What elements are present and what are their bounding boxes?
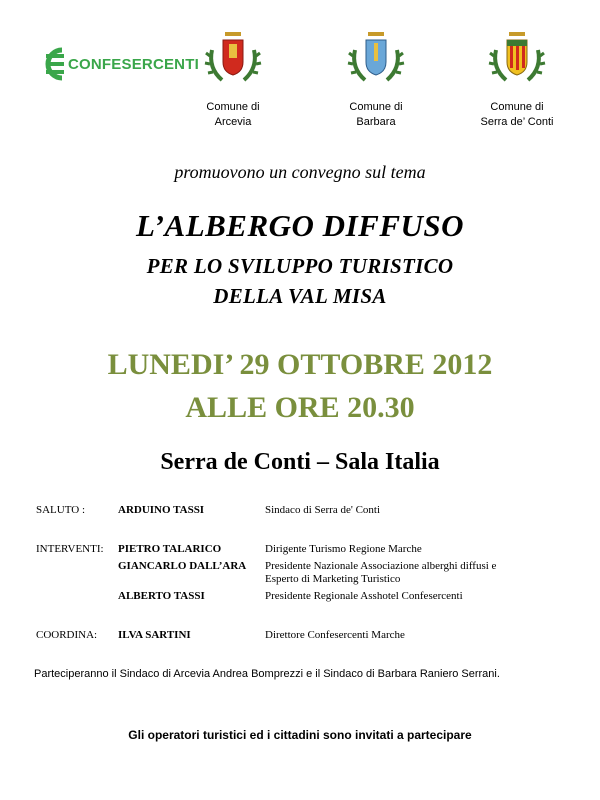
intervento-3-desc: Presidente Regionale Asshotel Confesercenti	[265, 590, 463, 602]
saluto-desc: Sindaco di Serra de' Conti	[265, 504, 381, 516]
title-line-2: PER LO SVILUPPO TURISTICO	[146, 254, 454, 278]
coordina-role: COORDINA:	[36, 629, 98, 641]
intervento-2-desc-line1: Presidente Nazionale Associazione alberghi diffusi e	[265, 560, 497, 572]
intervento-3-name: ALBERTO TASSI	[118, 590, 205, 602]
interventi-role: INTERVENTI:	[36, 543, 104, 555]
event-time: ALLE ORE 20.30	[185, 391, 415, 424]
comune-arcevia-line1: Comune di	[206, 101, 260, 113]
comune-serra-line1: Comune di	[490, 101, 544, 113]
barbara-crest-icon	[347, 28, 405, 88]
invitation-text: Gli operatori turistici ed i cittadini sono invitati a partecipare	[128, 728, 472, 742]
event-date: LUNEDI’ 29 OTTOBRE 2012	[107, 348, 493, 381]
comune-arcevia-line2: Arcevia	[214, 116, 252, 128]
arcevia-crest-icon	[204, 28, 262, 88]
intervento-2-desc-line2: Esperto di Marketing Turistico	[265, 573, 401, 585]
saluto-role: SALUTO :	[36, 504, 85, 516]
comune-barbara-line2: Barbara	[356, 116, 396, 128]
title-line-1: L’ALBERGO DIFFUSO	[135, 208, 465, 243]
comune-serra-line2: Serra de’ Conti	[480, 116, 554, 128]
coordina-name: ILVA SARTINI	[118, 629, 191, 641]
confesercenti-logo	[40, 44, 199, 84]
saluto-name: ARDUINO TASSI	[118, 504, 205, 516]
serra-de-conti-crest-icon	[488, 28, 546, 88]
comune-barbara-block	[321, 28, 431, 130]
participants-note: Parteciperanno il Sindaco di Arcevia Andrea Bomprezzi e il Sindaco di Barbara Raniero Serrani.	[34, 668, 500, 680]
comune-barbara-line1: Comune di	[349, 101, 403, 113]
intervento-2-desc	[265, 560, 565, 586]
comune-arcevia-block	[178, 28, 288, 130]
confesercenti-emblem-icon	[40, 44, 66, 84]
confesercenti-logo-text: CONFESERCENTI	[68, 55, 199, 73]
comune-serra-block	[462, 28, 572, 130]
title-line-3: DELLA VAL MISA	[213, 284, 387, 308]
intro-text: promuovono un convegno sul tema	[174, 162, 426, 182]
coordina-desc: Direttore Confesercenti Marche	[265, 629, 405, 641]
intervento-2-name: GIANCARLO DALL’ARA	[118, 560, 247, 572]
event-location: Serra de Conti – Sala Italia	[160, 449, 440, 475]
intervento-1-desc: Dirigente Turismo Regione Marche	[265, 543, 422, 555]
intervento-1-name: PIETRO TALARICO	[118, 543, 222, 555]
